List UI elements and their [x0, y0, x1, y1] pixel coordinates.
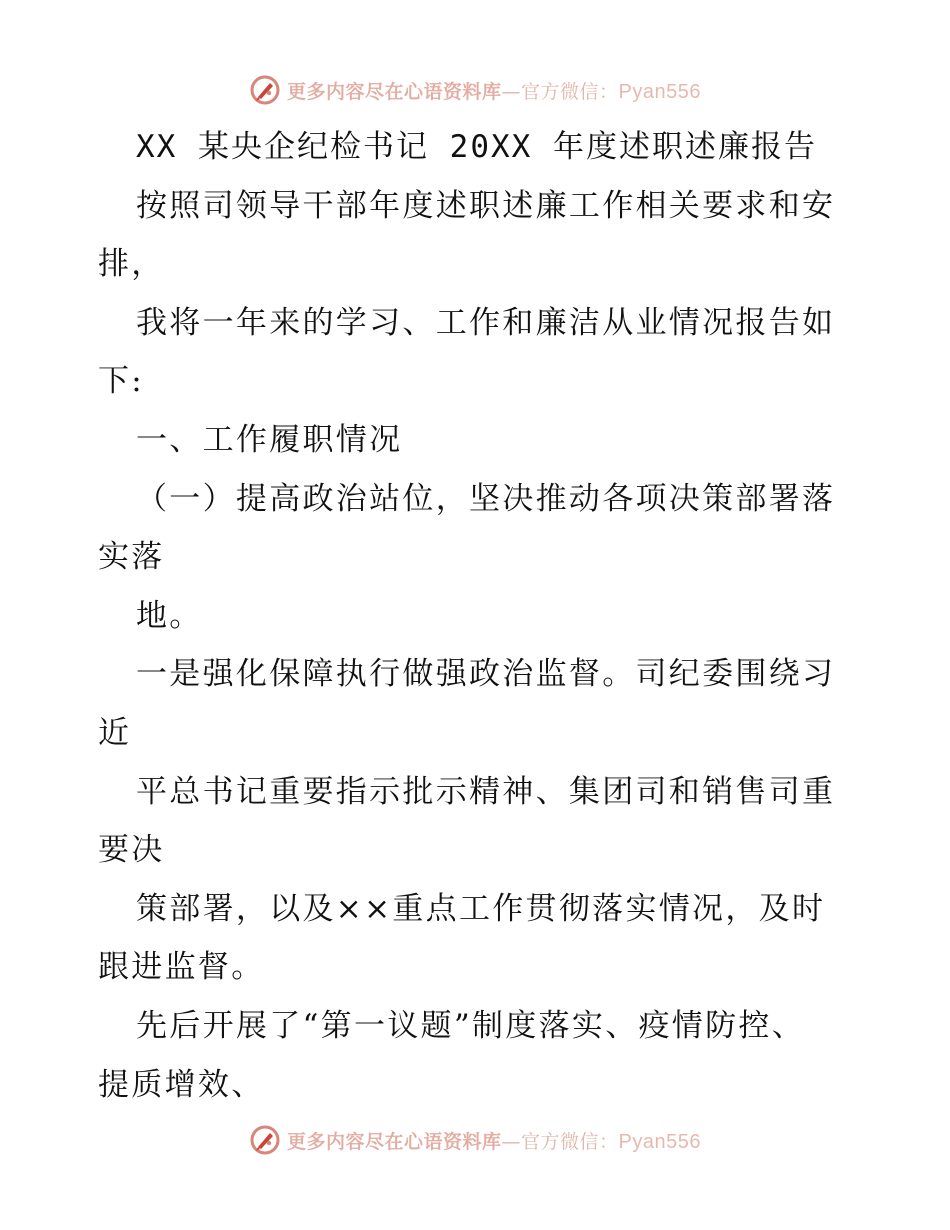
watermark-separator: —	[501, 1130, 522, 1153]
paragraph-line: 按照司领导干部年度述职述廉工作相关要求和安	[136, 187, 836, 224]
paragraph-line: 先后开展了“第一议题”制度落实、疫情防控、	[136, 1007, 805, 1044]
watermark-contact: 官方微信：	[521, 1130, 619, 1153]
section-heading: 一、工作履职情况	[136, 421, 403, 458]
paragraph-line: 下:	[98, 363, 145, 400]
pen-circle-logo-icon	[249, 1124, 281, 1156]
watermark-handle: Pyan556	[618, 80, 701, 103]
pen-circle-logo-icon	[249, 74, 281, 106]
subsection-heading: （一）提高政治站位，坚决推动各项决策部署落	[136, 480, 836, 517]
watermark-text	[287, 77, 701, 104]
paragraph-line: 地。	[136, 597, 203, 634]
header-watermark	[0, 70, 950, 110]
paragraph-line: 我将一年来的学习、工作和廉洁从业情况报告如	[136, 304, 836, 341]
paragraph-line: 近	[98, 714, 132, 751]
paragraph-line: 平总书记重要指示批示精神、集团司和销售司重	[136, 773, 836, 810]
footer-watermark	[0, 1120, 950, 1160]
document-title: XX 某央企纪检书记 20XX 年度述职述廉报告	[136, 129, 817, 165]
paragraph-line: 排，	[98, 246, 165, 283]
watermark-contact: 官方微信：	[521, 80, 619, 103]
paragraph-line: 一是强化保障执行做强政治监督。司纪委围绕习	[136, 656, 836, 693]
watermark-text	[287, 1127, 701, 1154]
watermark-handle: Pyan556	[618, 1130, 701, 1153]
paragraph-line: 跟进监督。	[98, 949, 265, 986]
watermark-separator: —	[501, 80, 522, 103]
paragraph-line: 策部署，以及××重点工作贯彻落实情况，及时	[136, 890, 826, 927]
watermark-label: 更多内容尽在心语资料库	[287, 80, 502, 103]
paragraph-line: 要决	[98, 832, 165, 869]
document-body	[98, 118, 858, 1114]
paragraph-line: 提质增效、	[98, 1066, 265, 1103]
paragraph-line: 实落	[98, 539, 165, 576]
watermark-label: 更多内容尽在心语资料库	[287, 1130, 502, 1153]
